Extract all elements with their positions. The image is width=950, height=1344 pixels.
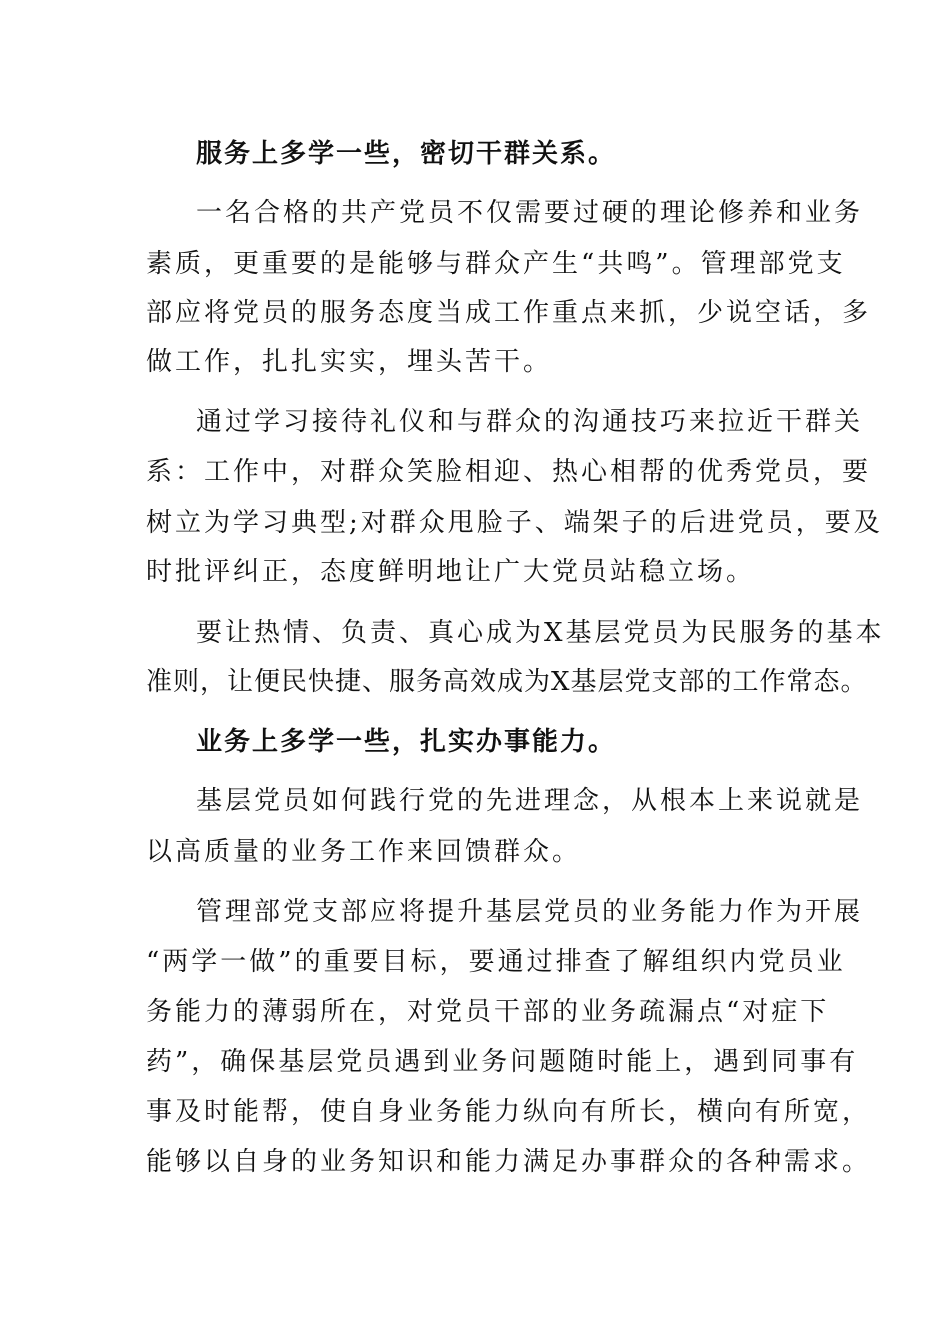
section-heading-business: 业务上多学一些，扎实办事能力。 (196, 727, 617, 757)
paragraph-line: 以高质量的业务工作来回馈群众。 (146, 837, 582, 867)
paragraph-line: 要让热情、负责、真心成为X基层党员为民服务的基本 (196, 618, 885, 648)
paragraph-line: “两学一做”的重要目标，要通过排查了解组织内党员业 (146, 947, 846, 977)
paragraph-line: 做工作，扎扎实实，埋头苦干。 (146, 347, 553, 377)
paragraph-line: 素质，更重要的是能够与群众产生“共鸣”。管理部党支 (146, 249, 846, 279)
paragraph-line: 事及时能帮，使自身业务能力纵向有所长，横向有所宽， (146, 1097, 872, 1127)
paragraph-line: 树立为学习典型;对群众甩脸子、端架子的后进党员，要及 (146, 508, 883, 538)
paragraph-line: 务能力的薄弱所在，对党员干部的业务疏漏点“对症下 (146, 997, 830, 1027)
section-heading-service: 服务上多学一些，密切干群关系。 (196, 139, 617, 169)
paragraph-line: 药”，确保基层党员遇到业务问题随时能上，遇到同事有 (146, 1047, 859, 1077)
paragraph-line: 系：工作中，对群众笑脸相迎、热心相帮的优秀党员，要 (146, 457, 872, 487)
paragraph-line: 基层党员如何践行党的先进理念，从根本上来说就是 (196, 786, 864, 816)
paragraph-line: 部应将党员的服务态度当成工作重点来抓，少说空话，多 (146, 298, 872, 328)
paragraph-line: 管理部党支部应将提升基层党员的业务能力作为开展 (196, 897, 864, 927)
paragraph-line: 通过学习接待礼仪和与群众的沟通技巧来拉近干群关 (196, 407, 864, 437)
paragraph-line: 一名合格的共产党员不仅需要过硬的理论修养和业务 (196, 198, 864, 228)
paragraph-line: 能够以自身的业务知识和能力满足办事群众的各种需求。 (146, 1147, 872, 1177)
paragraph-line: 时批评纠正，态度鲜明地让广大党员站稳立场。 (146, 557, 756, 587)
paragraph-line: 准则，让便民快捷、服务高效成为X基层党支部的工作常态。 (146, 667, 868, 697)
